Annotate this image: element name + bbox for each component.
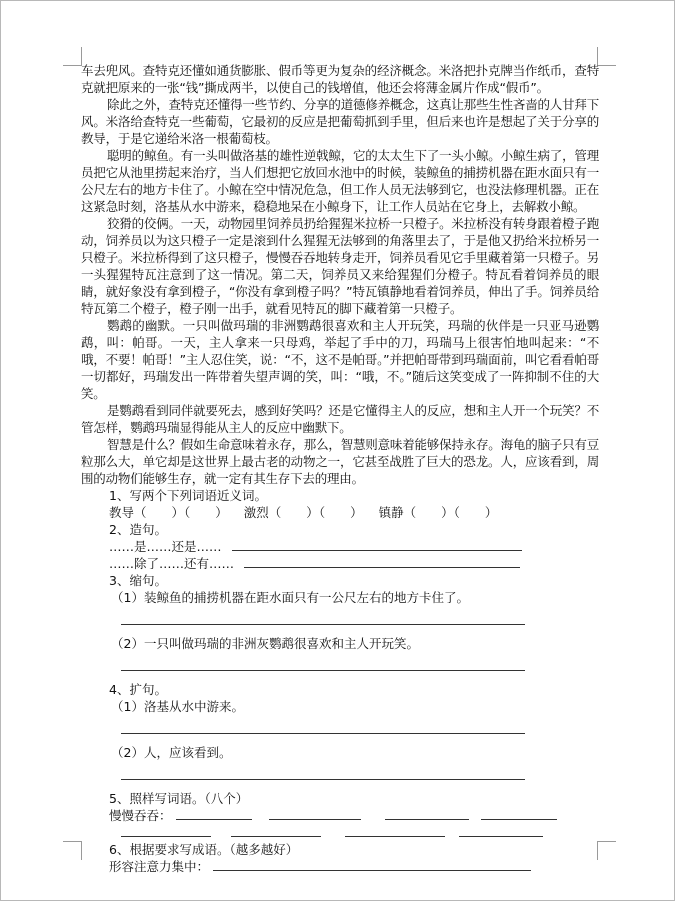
paragraph: 聪明的鲸鱼。有一头叫做洛基的雄性逆戟鲸，它的太太生下了一头小鲸。小鲸生病了，管理员把它从池里捞起来治疗，当人们想把它放回水池中的时候，装鲸鱼的捕捞机器在距水面只有一公尺左右的地方卡住了。小鲸在空中情况危急，但工作人员无法够到它，也没法修理机器。正在这紧急时刻，洛基从水中游来，稳稳地呆在小鲸身下，让工作人员站在它身上，去解救小鲸。 (81, 148, 600, 214)
question-5-title: 5、照样写词语。（八个） (109, 791, 249, 806)
sentence-item (81, 555, 599, 572)
shorten-item: （1）装鲸鱼的捕捞机器在距水面只有一公尺左右的地方卡住了。 (111, 590, 469, 605)
answer-paren[interactable]: （ ） (268, 505, 319, 520)
idiom-row (81, 858, 599, 875)
word-label: 镇静 (378, 505, 404, 520)
crop-mark-top-right (597, 47, 616, 66)
question-2-title: 2、造句。 (109, 522, 167, 537)
question-4-title: 4、扩句。 (109, 682, 167, 697)
shorten-item: （2）一只叫做玛瑞的非洲灰鹦鹉很喜欢和主人开玩笑。 (111, 636, 419, 651)
paragraph: 除此之外，查特克还懂得一些节约、分享的道德修养概念，这真让那些生性吝啬的人甘拜下风。米洛给查特克一些葡萄，它最初的反应是把葡萄抓到手里，但后来也许是想起了关于分享的教导，于是它递给米洛一根葡萄枝。 (81, 97, 600, 146)
pattern-label: 慢慢吞吞： (109, 808, 172, 823)
word-pattern-row (81, 824, 599, 841)
expand-item: （1）洛基从水中游来。 (111, 699, 244, 714)
question-6-title: 6、根据要求写成语。（越多越好） (109, 842, 299, 857)
pattern-label: ……除了……还有…… (109, 556, 235, 571)
paragraph: 智慧是什么？假如生命意味着永存，那么，智慧则意味着能够保持永存。海龟的脑子只有豆粒那么大，单它却是这世界上最古老的动物之一，它甚至战胜了巨大的恐龙。人，应该看到，周围的动物们能够生存，就一定有其生存下去的理由。 (81, 437, 600, 486)
paragraph: 车去兜风。查特克还懂如通货膨胀、假币等更为复杂的经济概念。米洛把扑克牌当作纸币，查特克就把原来的一张“钱”撕成两半，以使自己的钱增值，他还会将薄金属片作成“假币”。 (81, 63, 599, 95)
answer-paren[interactable]: （ ） (134, 505, 185, 520)
pattern-label: ……是……还是…… (109, 539, 222, 554)
answer-line[interactable] (385, 807, 469, 820)
answer-line[interactable] (244, 555, 520, 568)
answer-line[interactable] (121, 824, 211, 837)
document-body (81, 62, 599, 875)
paragraph: 是鹦鹉看到同伴就要死去，感到好笑吗？还是它懂得主人的反应，想和主人开一个玩笑？不管怎样，鹦鹉玛瑞显得能从主人的反应中幽默下。 (81, 403, 600, 435)
answer-line[interactable] (459, 824, 543, 837)
word-label: 激烈 (243, 505, 269, 520)
question-1-title: 1、写两个下列词语近义词。 (109, 488, 267, 503)
answer-line[interactable] (121, 767, 525, 780)
question-3-title: 3、缩句。 (109, 573, 167, 588)
sentence-item (81, 538, 599, 555)
crop-mark-bottom-left (63, 841, 82, 860)
answer-paren[interactable]: （ ） (453, 505, 498, 520)
idiom-label: 形容注意力集中： (109, 859, 210, 874)
answer-paren[interactable]: （ ） (184, 505, 228, 520)
answer-line[interactable] (481, 807, 557, 820)
synonym-item (379, 505, 498, 520)
synonym-item (109, 505, 232, 520)
word-pattern-row (81, 807, 599, 824)
answer-paren[interactable]: （ ） (318, 505, 363, 520)
crop-mark-bottom-right (597, 841, 616, 860)
expand-item: （2）人，应该看到。 (111, 745, 232, 760)
answer-line[interactable] (213, 858, 531, 871)
crop-mark-top-left (63, 47, 82, 66)
answer-line[interactable] (269, 807, 361, 820)
answer-line[interactable] (121, 658, 525, 671)
synonym-item (244, 505, 367, 520)
word-label: 教导 (109, 505, 135, 520)
answer-line[interactable] (345, 824, 445, 837)
answer-paren[interactable]: （ ） (403, 505, 454, 520)
answer-line[interactable] (232, 538, 522, 551)
answer-line[interactable] (121, 612, 525, 625)
paragraph: 狡猾的佼俩。一天，动物园里饲养员扔给猩猩米拉桥一只橙子。米拉桥没有转身跟着橙子跑动，饲养员以为这只橙子一定是滚到什么猩猩无法够到的角落里去了，于是他又扔给米拉桥另一只橙子。米拉桥得到了这只橙子，慢慢吞吞地转身走开，饲养员看见它手里藏着第一只橙子。另一头猩猩特瓦注意到了这一情况。第二天，饲养员又来给猩猩们分橙子。特瓦看着饲养员的眼睛，就好象没有拿到橙子，“你没有拿到橙子吗？”特瓦镇静地看着饲养员，伸出了手。饲养员给特瓦第二个橙子，橙子刚一出手，就看见特瓦的脚下藏着第一只橙子。 (81, 216, 600, 316)
question-1-words (81, 504, 599, 521)
answer-line[interactable] (231, 824, 321, 837)
answer-line[interactable] (176, 807, 252, 820)
paragraph: 鹦鹉的幽默。一只叫做玛瑞的非洲鹦鹉很喜欢和主人开玩笑，玛瑞的伙伴是一只亚马逊鹦鹉，叫：帕哥。一天，主人拿来一只母鸡，举起了手中的刀，玛瑞马上很害怕地叫起来：“不哦，不要！帕哥！”主人忍住笑，说：“不，这不是帕哥。”并把帕哥带到玛瑞面前，叫它看看帕哥一切都好，玛瑞发出一阵带着失望声调的笑，叫：“哦，不。”随后这笑变成了一阵抑制不住的大笑。 (81, 318, 599, 401)
answer-line[interactable] (121, 721, 525, 734)
